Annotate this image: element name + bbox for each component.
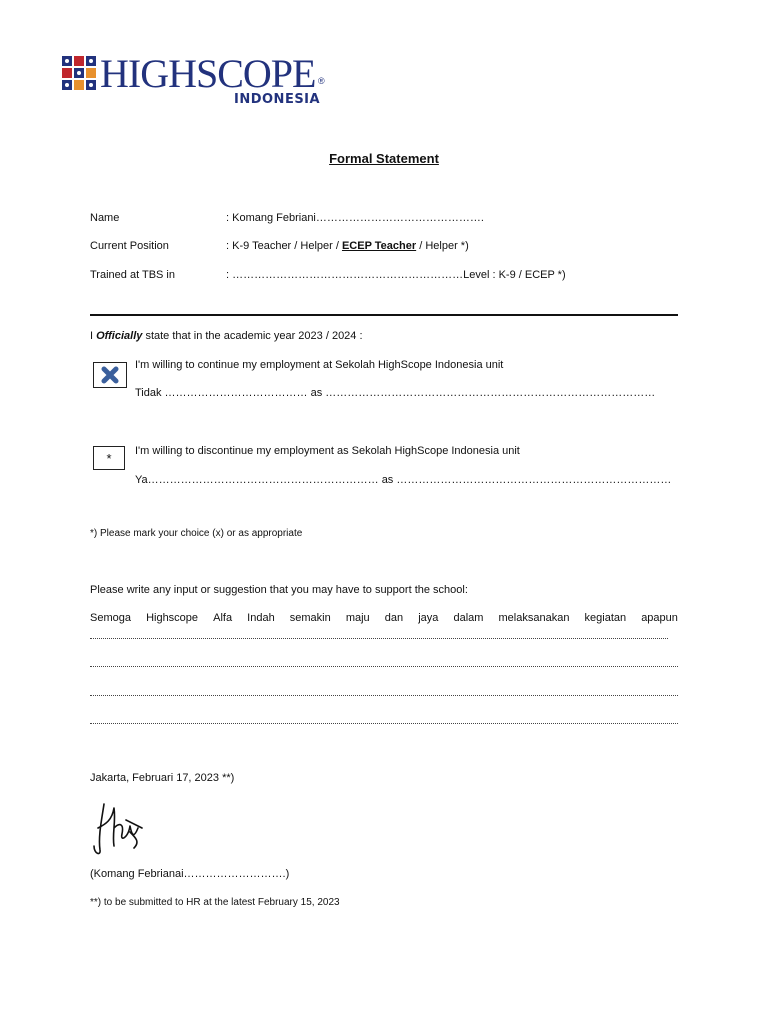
suggestion-word: Semoga: [90, 612, 131, 624]
position-label: Current Position: [90, 240, 169, 252]
discontinue-option-detail: Ya……………………………………………………… as …………………………………………………………………: [135, 474, 672, 486]
position-value: [226, 240, 469, 252]
logo-subtitle: INDONESIA: [234, 92, 321, 107]
handwritten-signature: [90, 798, 146, 858]
position-suffix: / Helper *): [416, 240, 469, 252]
statement-line: [90, 330, 363, 342]
position-prefix: : K-9 Teacher / Helper /: [226, 240, 342, 252]
discontinue-checkbox[interactable]: *: [93, 446, 125, 470]
x-mark-icon: [94, 363, 126, 387]
statement-rest: state that in the academic year 2023 / 2024 :: [142, 330, 363, 342]
suggestion-word: Alfa: [213, 612, 233, 624]
submit-note: **) to be submitted to HR at the latest February 15, 2023: [90, 897, 340, 908]
name-value: : Komang Febriani……………………………………….: [226, 212, 484, 224]
suggestion-dotted-line: [90, 666, 678, 667]
statement-emphasis: Officially: [96, 330, 143, 342]
suggestion-word: apapun: [641, 612, 678, 624]
section-divider: [90, 314, 678, 316]
trained-value: : ………………………………………………………Level : K-9 / ECEP *): [226, 269, 566, 281]
highscope-logo-mark: [62, 56, 96, 90]
suggestion-word: maju: [345, 612, 370, 624]
suggestion-dotted-line: [90, 695, 678, 696]
name-label: Name: [90, 212, 120, 224]
suggestion-word: jaya: [418, 612, 439, 624]
continue-option-detail: Tidak ………………………………… as ………………………………………………………………………………: [135, 387, 656, 399]
suggestion-dotted-line: [90, 638, 668, 639]
suggestion-word: Highscope: [146, 612, 199, 624]
trained-label: Trained at TBS in: [90, 269, 175, 281]
continue-checkbox[interactable]: [93, 362, 127, 388]
suggestion-dotted-line: [90, 723, 678, 724]
suggestion-word: melaksanakan: [498, 612, 570, 624]
position-selected: ECEP Teacher: [341, 240, 417, 252]
mark-choice-note: *) Please mark your choice (x) or as appropriate: [90, 528, 303, 539]
signatory-name: (Komang Febrianai……………………….): [90, 868, 290, 880]
page-title: Formal Statement: [329, 151, 439, 166]
discontinue-option-text: I'm willing to discontinue my employment as Sekolah HighScope Indonesia unit: [135, 445, 520, 457]
statement-prefix: I: [90, 330, 97, 342]
suggestion-prompt: Please write any input or suggestion that you may have to support the school:: [90, 584, 468, 596]
logo-name: HIGHSCOPE: [100, 51, 316, 96]
highscope-logo: [62, 51, 332, 112]
suggestion-word: semakin: [289, 612, 331, 624]
suggestion-word: Indah: [247, 612, 275, 624]
suggestion-word: dan: [384, 612, 404, 624]
suggestion-word: dalam: [453, 612, 484, 624]
place-date: Jakarta, Februari 17, 2023 **): [90, 772, 235, 784]
continue-option-text: I'm willing to continue my employment at Sekolah HighScope Indonesia unit: [135, 359, 504, 371]
logo-registered-mark: ®: [318, 76, 325, 86]
suggestion-word: kegiatan: [584, 612, 627, 624]
suggestion-answer: [90, 612, 678, 624]
